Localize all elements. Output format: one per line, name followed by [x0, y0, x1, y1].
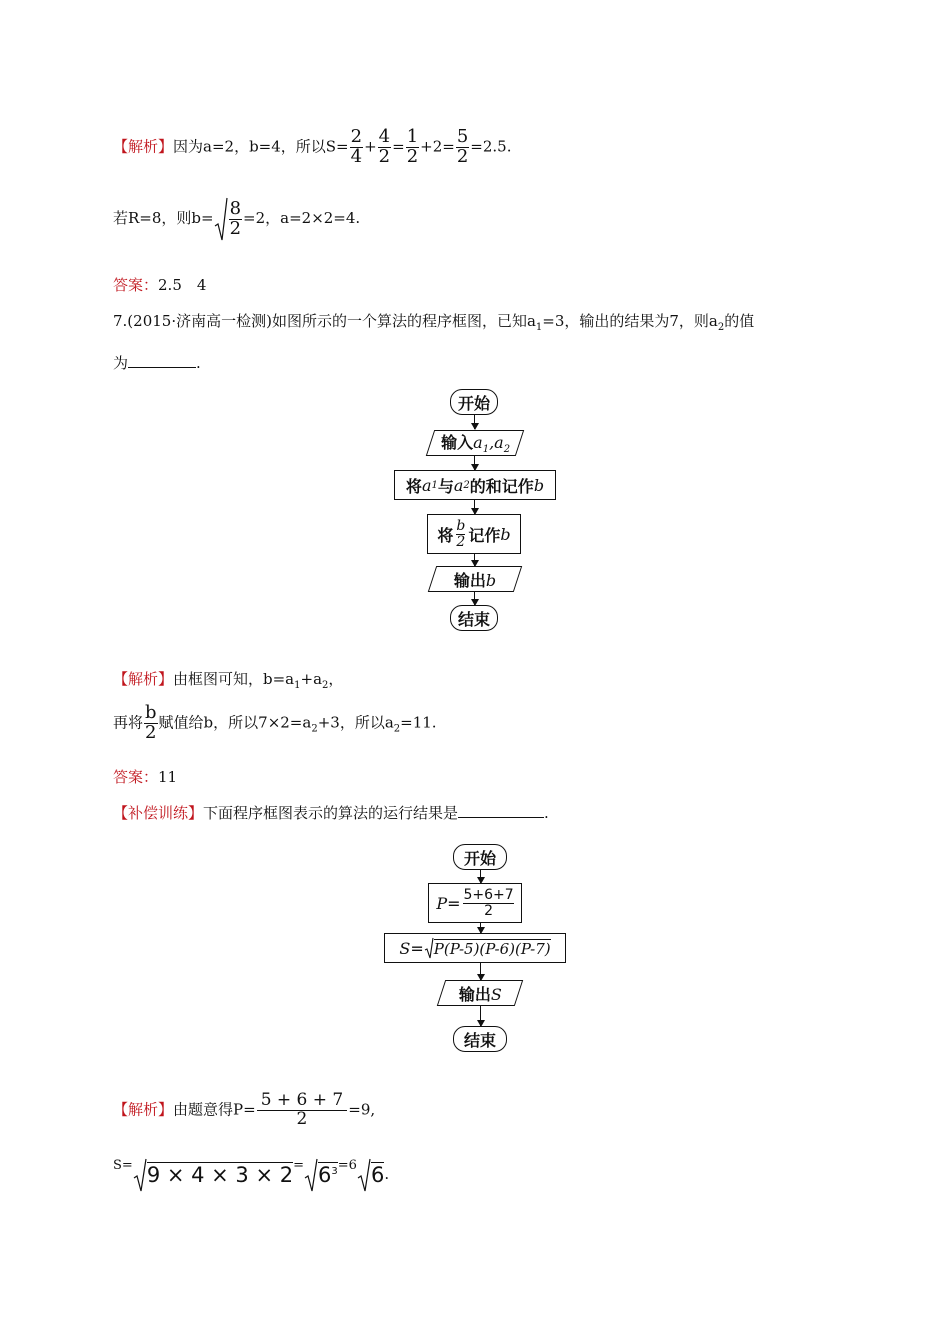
extra-question: 【补偿训练】下面程序框图表示的算法的运行结果是 . — [113, 804, 549, 822]
fraction: $\frac{4}{2}$ — [378, 126, 391, 167]
flow2-step-s: S = P(P-5)(P-6)(P-7) — [384, 933, 566, 963]
flow1-arrow — [474, 500, 475, 514]
answer-blank — [128, 367, 196, 368]
fraction: $\frac{1}{2}$ — [406, 126, 419, 167]
flow2-arrow — [480, 870, 481, 883]
flow2-arrow — [480, 963, 481, 980]
flow1-arrow — [474, 592, 475, 605]
sol6-line1: 【解析】因为a=2，b=4，所以S= $\frac{2}{4}$ + $\frac{4}{2}$ = $\frac{1}{2}$ +2= $\frac{5}{2}$ =2.5. — [113, 126, 512, 167]
fraction: $\frac{5}{2}$ — [456, 126, 469, 167]
flow2-step-p: P = $\frac{5+6+7}{2}$ — [428, 883, 522, 923]
flow2-arrow — [480, 1006, 481, 1026]
flow1-arrow — [474, 554, 475, 566]
flow2-output: 输出S — [437, 980, 523, 1006]
radical: $\frac{8}{2}$ — [214, 196, 243, 242]
sol7-answer: 答案：11 — [113, 768, 178, 786]
flow1-arrow — [474, 415, 475, 429]
flow2-end: 结束 — [453, 1026, 507, 1052]
flow2-arrow — [480, 923, 481, 933]
flow2-start: 开始 — [453, 844, 507, 870]
sol7-line1: 【解析】由框图可知，$b=a_1+a_2$， — [113, 670, 344, 691]
sol6-answer: 答案：2.5 4 — [113, 276, 207, 294]
radicand: 9 × 4 × 3 × 2 — [146, 1163, 294, 1187]
q7-line2: 为 . — [113, 354, 201, 372]
fraction: $\frac{b}{2}$ — [145, 702, 157, 743]
flow1-step-half: 将 b 2 记作 b — [427, 514, 521, 554]
sol7-line2: 再将 $\frac{b}{2}$ 赋值给b，所以$7\times 2=a_2+3$，所以$a_2=11$. — [113, 702, 437, 743]
sol6-line2: 若R=8，则b= $\frac{8}{2}$ =2，a=2×2=4. — [113, 196, 360, 242]
answer-blank — [458, 817, 544, 818]
analysis-tag: 【解析】 — [113, 137, 174, 156]
flow1-start: 开始 — [450, 389, 498, 415]
radicand: 6 — [370, 1163, 385, 1187]
fraction: $\frac{5 + 6 + 7}{2}$ — [257, 1092, 348, 1129]
flow1-input: 输入$a_1,a_2$ — [426, 430, 524, 456]
q7-line1: 7.(2015·济南高一检测)如图所示的一个算法的程序框图，已知$a_1=3$，输出的结果为7，则$a_2$的值 — [113, 312, 755, 333]
solx-line2: $S= 9 \times 4 \times 3 \times 2= 6^3=6$ 6. — [113, 1158, 389, 1192]
flow1-step-sum: 将 a 1 与 a 2 的和记作 b — [394, 470, 556, 500]
fraction: $\frac{2}{4}$ — [350, 126, 363, 167]
radicand: $6^3$ — [318, 1163, 338, 1187]
flow1-end: 结束 — [450, 605, 498, 631]
flow1-output: 输出b — [428, 566, 522, 592]
flow1-arrow — [474, 456, 475, 470]
solx-line1: 【解析】由题意得P= $\frac{5 + 6 + 7}{2}$ =9, — [113, 1090, 376, 1129]
extra-tag: 【补偿训练】 — [113, 804, 204, 822]
